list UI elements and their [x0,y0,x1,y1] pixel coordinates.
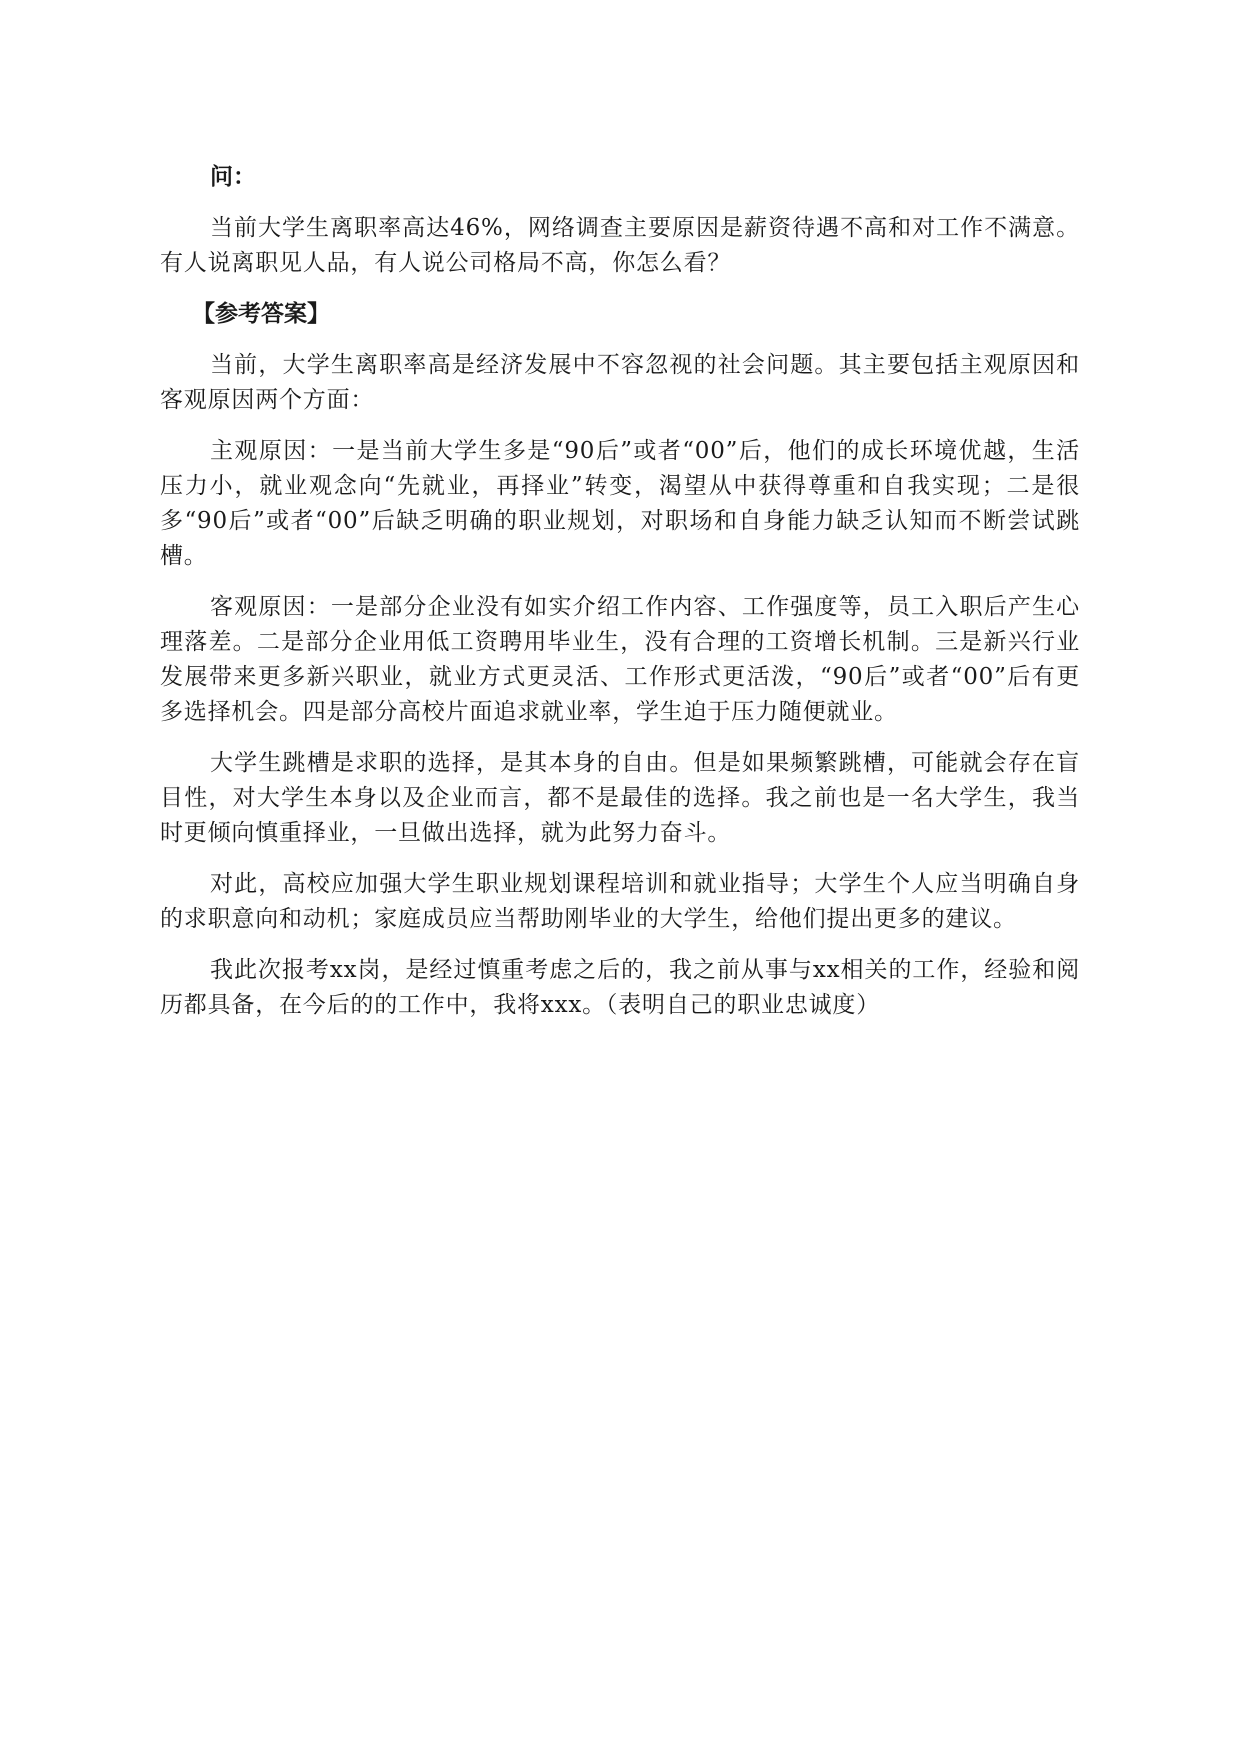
answer-paragraph-objective: 客观原因：一是部分企业没有如实介绍工作内容、工作强度等，员工入职后产生心理落差。二是部分企业用低工资聘用毕业生，没有合理的工资增长机制。三是新兴行业发展带来更多新兴职业，就业方式更灵活、工作形式更活泼，“90后”或者“00”后有更多选择机会。四是部分高校片面追求就业率，学生迫于压力随便就业。 [160,594,1080,725]
question-text: 当前大学生离职率高达46%，网络调查主要原因是薪资待遇不高和对工作不满意。有人说离职见人品，有人说公司格局不高，你怎么看？ [160,215,1080,276]
answer-heading: 【参考答案】 [192,301,330,327]
answer-paragraph-measures: 对此，高校应加强大学生职业规划课程培训和就业指导；大学生个人应当明确自身的求职意向和动机；家庭成员应当帮助刚毕业的大学生，给他们提出更多的建议。 [160,871,1080,932]
question-heading: 问： [210,164,256,190]
document-page [160,160,1080,1039]
answer-paragraph-intro: 当前，大学生离职率高是经济发展中不容忽视的社会问题。其主要包括主观原因和客观原因两个方面： [160,352,1080,413]
answer-paragraph-opinion: 大学生跳槽是求职的选择，是其本身的自由。但是如果频繁跳槽，可能就会存在盲目性，对大学生本身以及企业而言，都不是最佳的选择。我之前也是一名大学生，我当时更倾向慎重择业，一旦做出选择，就为此努力奋斗。 [160,750,1080,846]
answer-paragraph-personal: 我此次报考xx岗，是经过慎重考虑之后的，我之前从事与xx相关的工作，经验和阅历都具备，在今后的的工作中，我将xxx。（表明自己的职业忠诚度） [160,957,1080,1018]
answer-paragraph-subjective: 主观原因：一是当前大学生多是“90后”或者“00”后，他们的成长环境优越，生活压力小，就业观念向“先就业，再择业”转变，渴望从中获得尊重和自我实现；二是很多“90后”或者“00”后缺乏明确的职业规划，对职场和自身能力缺乏认知而不断尝试跳槽。 [160,438,1080,569]
